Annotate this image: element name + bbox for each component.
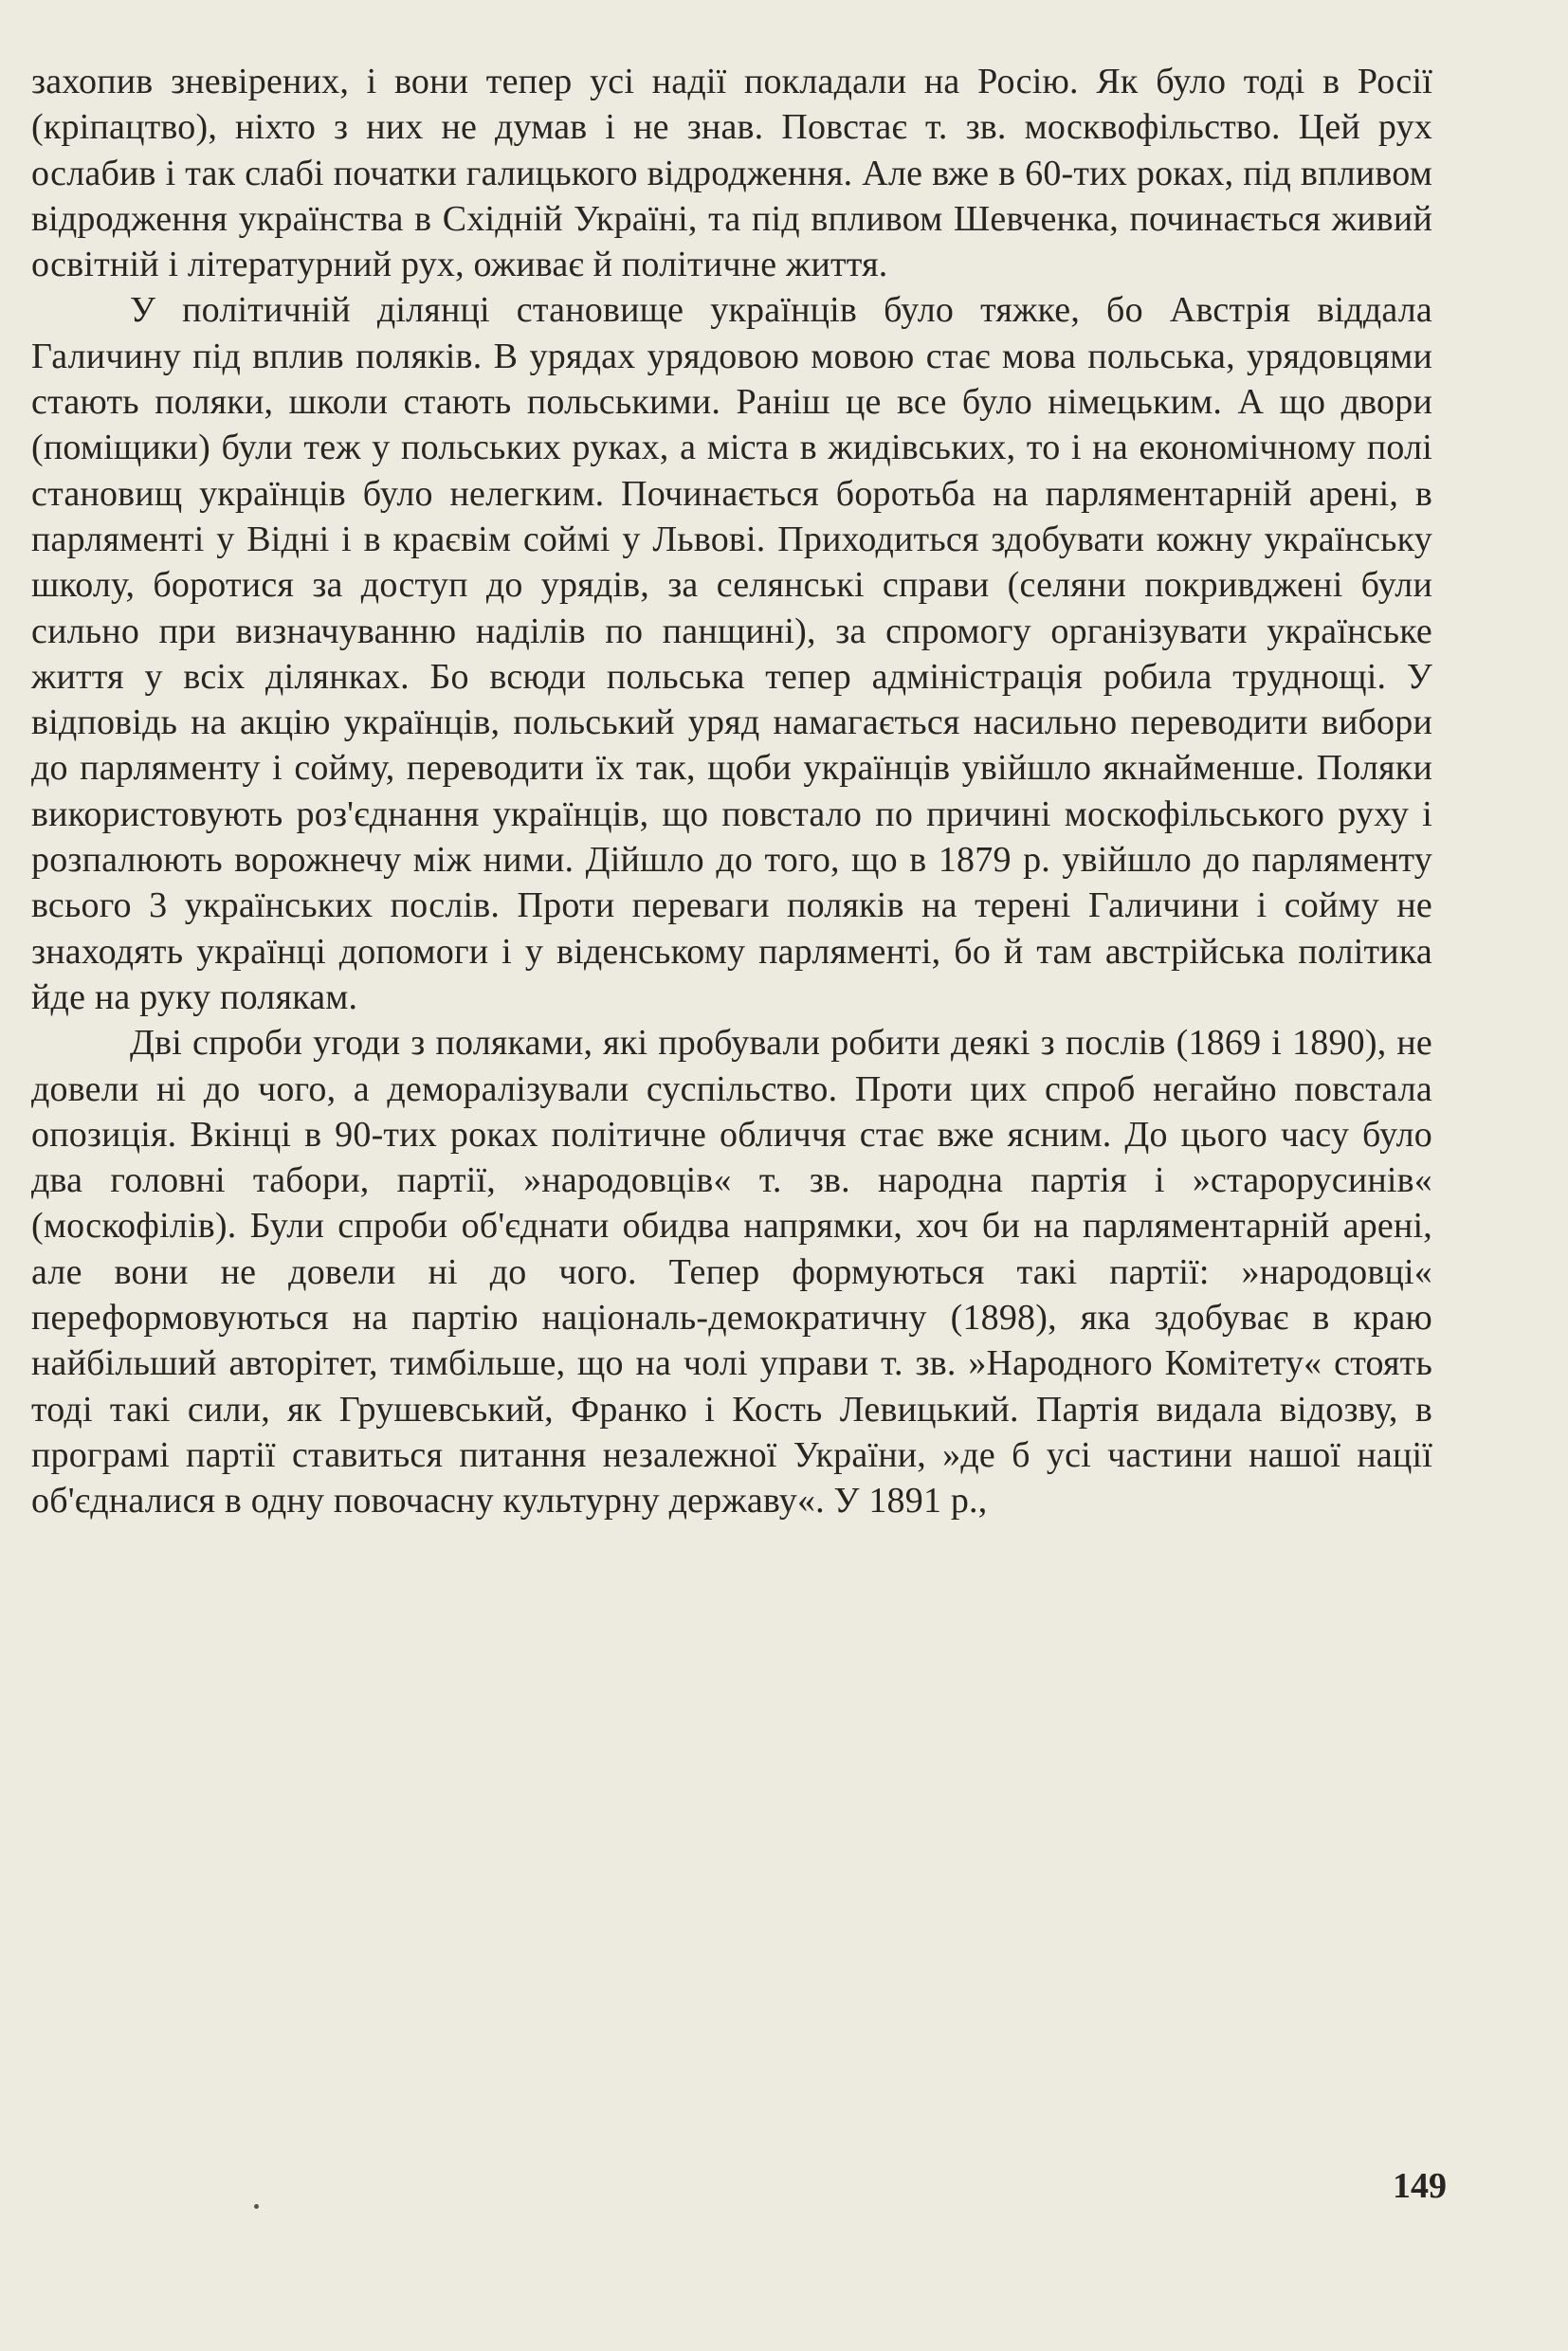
paragraph-continuation: захопив зневірених, і вони тепер усі надії покладали на Росію. Як було тоді в Росії (кріпацтво), ніхто з них не думав і не знав. Повстає т. зв. москвофільство. Цей рух ослабив і так слабі початки галицького відродження. Але вже в 60-тих роках, під впливом відродження українства в Східній Україні, та під впливом Шевченка, починається живий освітній і літературний рух, оживає й політичне життя. — [31, 62, 1432, 285]
page-number: 149 — [1393, 2166, 1447, 2206]
paragraph-political-situation: У політичній ділянці становище українців було тяжке, бо Австрія віддала Галичину під вплив поляків. В урядах урядовою мовою стає мова польська, урядовцями стають поляки, школи стають польськими. Раніш це все було німецьким. А що двори (поміщики) були теж у польських руках, а міста в жидівських, то і на економічному полі становищ українців було нелегким. Починається боротьба на парляментарній арені, в парляменті у Відні і в краєвім соймі у Львові. Приходиться здобувати кожну українську школу, боротися за доступ до урядів, за селянські справи (селяни покривджені були сильно при визначуванню наділів по панщині), за спромогу організувати українське життя у всіх ділянках. Бо всюди польська тепер адміністрація робила труднощі. У відповідь на акцію українців, польський уряд намагається насильно переводити вибори до парляменту і сойму, переводити їх так, щоби українців увійшло якнайменше. Поляки використовують роз'єднання українців, що повстало по причині москофільського руху і розпалюють ворожнечу між ними. Дійшло до того, що в 1879 р. увійшло до парляменту всього 3 українських послів. Проти переваги поляків на терені Галичини і сойму не знаходять українці допомоги і у віденському парляменті, бо й там австрійська політика йде на руку полякам. — [31, 290, 1432, 1017]
body-text — [31, 59, 1432, 1524]
print-speck — [254, 2204, 259, 2209]
paragraph-party-formation: Дві спроби угоди з поляками, які пробували робити деякі з послів (1869 і 1890), не довели ні до чого, а деморалізували суспільство. Проти цих спроб негайно повстала опозиція. Вкінці в 90-тих роках політичне обличчя стає вже ясним. До цього часу було два головні табори, партії, »народовців« т. зв. народна партія і »старорусинів« (москофілів). Були спроби об'єднати обидва напрямки, хоч би на парляментарній арені, але вони не довели ні до чого. Тепер формуються такі партії: »народовці« переформовуються на партію національ-демократичну (1898), яка здобуває в краю найбільший авторітет, тимбільше, що на чолі управи т. зв. »Народного Комітету« стоять тоді такі сили, як Грушевський, Франко і Кость Левицький. Партія видала відозву, в програмі партії ставиться питання незалежної України, »де б усі частини нашої нації об'єдналися в одну повочасну культурну державу«. У 1891 р., — [31, 1023, 1432, 1522]
